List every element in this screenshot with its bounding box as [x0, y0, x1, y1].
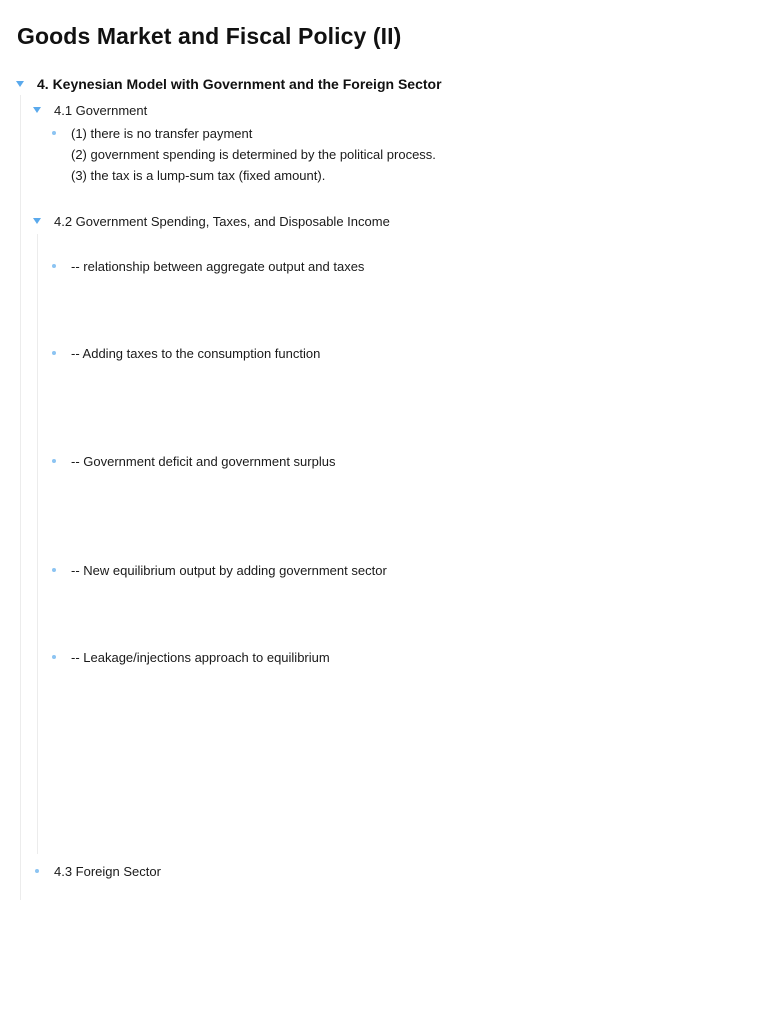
page-title: Goods Market and Fiscal Policy (II): [17, 23, 402, 49]
assumption-line-2: (2) government spending is determined by the political process.: [71, 147, 436, 162]
subsection-heading-4-1[interactable]: 4.1 Government: [54, 103, 148, 118]
list-item-4-1-assumptions[interactable]: [71, 123, 436, 186]
subsection-heading-4-2[interactable]: 4.2 Government Spending, Taxes, and Disposable Income: [54, 214, 390, 229]
collapse-toggle-icon[interactable]: [16, 81, 24, 87]
dot-bullet-icon[interactable]: [52, 351, 56, 355]
outline-guide-level1: [20, 95, 21, 900]
list-item[interactable]: -- relationship between aggregate output and taxes: [71, 259, 365, 274]
collapse-toggle-icon[interactable]: [33, 218, 41, 224]
dot-bullet-icon[interactable]: [52, 264, 56, 268]
dot-bullet-icon[interactable]: [52, 568, 56, 572]
list-item[interactable]: -- Government deficit and government surplus: [71, 454, 336, 469]
assumption-line-3: (3) the tax is a lump-sum tax (fixed amount).: [71, 168, 326, 183]
dot-bullet-icon[interactable]: [52, 459, 56, 463]
list-item[interactable]: -- New equilibrium output by adding government sector: [71, 563, 387, 578]
outline-guide-level2-sub42: [37, 234, 38, 854]
list-item[interactable]: -- Adding taxes to the consumption function: [71, 346, 321, 361]
subsection-heading-4-3[interactable]: 4.3 Foreign Sector: [54, 864, 161, 879]
dot-bullet-icon[interactable]: [52, 655, 56, 659]
dot-bullet-icon[interactable]: [35, 869, 39, 873]
dot-bullet-icon[interactable]: [52, 131, 56, 135]
collapse-toggle-icon[interactable]: [33, 107, 41, 113]
assumption-line-1: (1) there is no transfer payment: [71, 126, 253, 141]
list-item[interactable]: -- Leakage/injections approach to equilibrium: [71, 650, 330, 665]
section-heading-4[interactable]: 4. Keynesian Model with Government and the Foreign Sector: [37, 76, 442, 92]
